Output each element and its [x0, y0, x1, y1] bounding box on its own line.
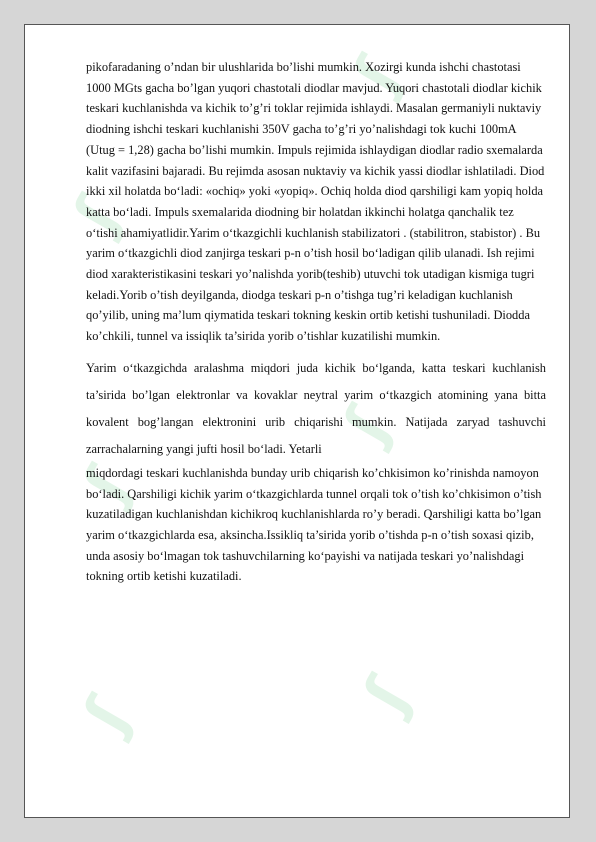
watermark-logo: ʃ [70, 456, 144, 514]
watermark-logo: ʃ [330, 396, 404, 454]
paragraph: pikofaradaning o’ndan bir ulushlarida bo’lishi mumkin. Xozirgi kunda ishchi chastotasi 1000 MGts gacha bo’lgan yuqori chastotali diodlar mavjud. Yuqori chastotali diodlar kichik teskari kuchlanishda va kichik to’g’ri toklar rejimida ishlaydi. Masalan germaniyli nuktaviy diodning ishchi teskari kuchlanishi 350V gacha to’g’ri yo’nalishdagi tok kuchi 100mA (Utug = 1,28) gacha bo’lishi mumkin. Impuls rejimida ishlaydigan diodlar radio sxemalarda kalit vazifasini bajaradi. Bu rejimda asosan nuktaviy va kichik yassi diodlar ishlatiladi. Diod ikki xil holatda bo‘ladi: «ochiq» yoki «yopiq». Ochiq holda diod qarshiligi kam yopiq holda katta bo‘ladi. Impuls sxemalarida diodning bir holatdan ikkinchi holatga qanchalik tez o‘tishi ahamiyatlidir.Yarim o‘tkazgichli kuchlanish stabilizatori . (stabilitron, stabistor) . Bu yarim o‘tkazgichli diod zanjirga teskari p-n o’tish hosil bo‘ladigan qilib ulanadi. Ish rejimi diod xarakteristikasini teskari yo’nalishda yorib(teshib) utuvchi tok utadigan kismiga tugri keladi.Yorib o’tish deyilganda, diodga teskari p-n o’tishga tug’ri keladigan kuchlanish qo’yilib, uning ma’lum qiymatida teskari tokning keskin ortib ketishi tushuniladi. Diodda ko’chkili, tunnel va issiqlik ta’sirida yorib o’tishlar kuzatilishi mumkin. [86, 60, 545, 344]
document-page [24, 24, 570, 818]
watermark-logo: ʃ [70, 686, 144, 744]
watermark-logo: ʃ [60, 186, 134, 244]
watermark-logo: ʃ [340, 46, 414, 104]
paragraph: Yarim o‘tkazgichda aralashma miqdori juda kichik bo‘lganda, katta teskari kuchlanish ta’sirida bo’lgan elektronlar va kovaklar neytral yarim o‘tkazgich atomining yana bitta kovalent bog’langan elektronini urib chiqarishi mumkin. Natijada zaryad tashuvchi zarrachalarning yangi jufti hosil bo‘ladi. Yetarli [86, 360, 546, 456]
paragraph: miqdordagi teskari kuchlanishda bunday urib chiqarish ko’chkisimon ko’rinishda namoyon bo‘ladi. Qarshiligi kichik yarim o‘tkazgichlarda tunnel orqali tok o’tish ko’chkisimon o’tish kuzatiladigan kuchlanishdan kichikroq kuchlanishlarda ro’y beradi. Qarshiligi katta bo’lgan yarim o‘tkazgichlarda esa, aksincha.Issikliq ta’sirida yorib o’tishda p-n o’tish soxasi qizib, unda asosiy bo‘lmagan tok tashuvchilarning ko‘payishi va natijada teskari yo’nalishdagi tokning ortib ketishi kuzatiladi. [86, 465, 542, 584]
document-body [86, 57, 546, 587]
watermark-logo: ʃ [350, 666, 424, 724]
